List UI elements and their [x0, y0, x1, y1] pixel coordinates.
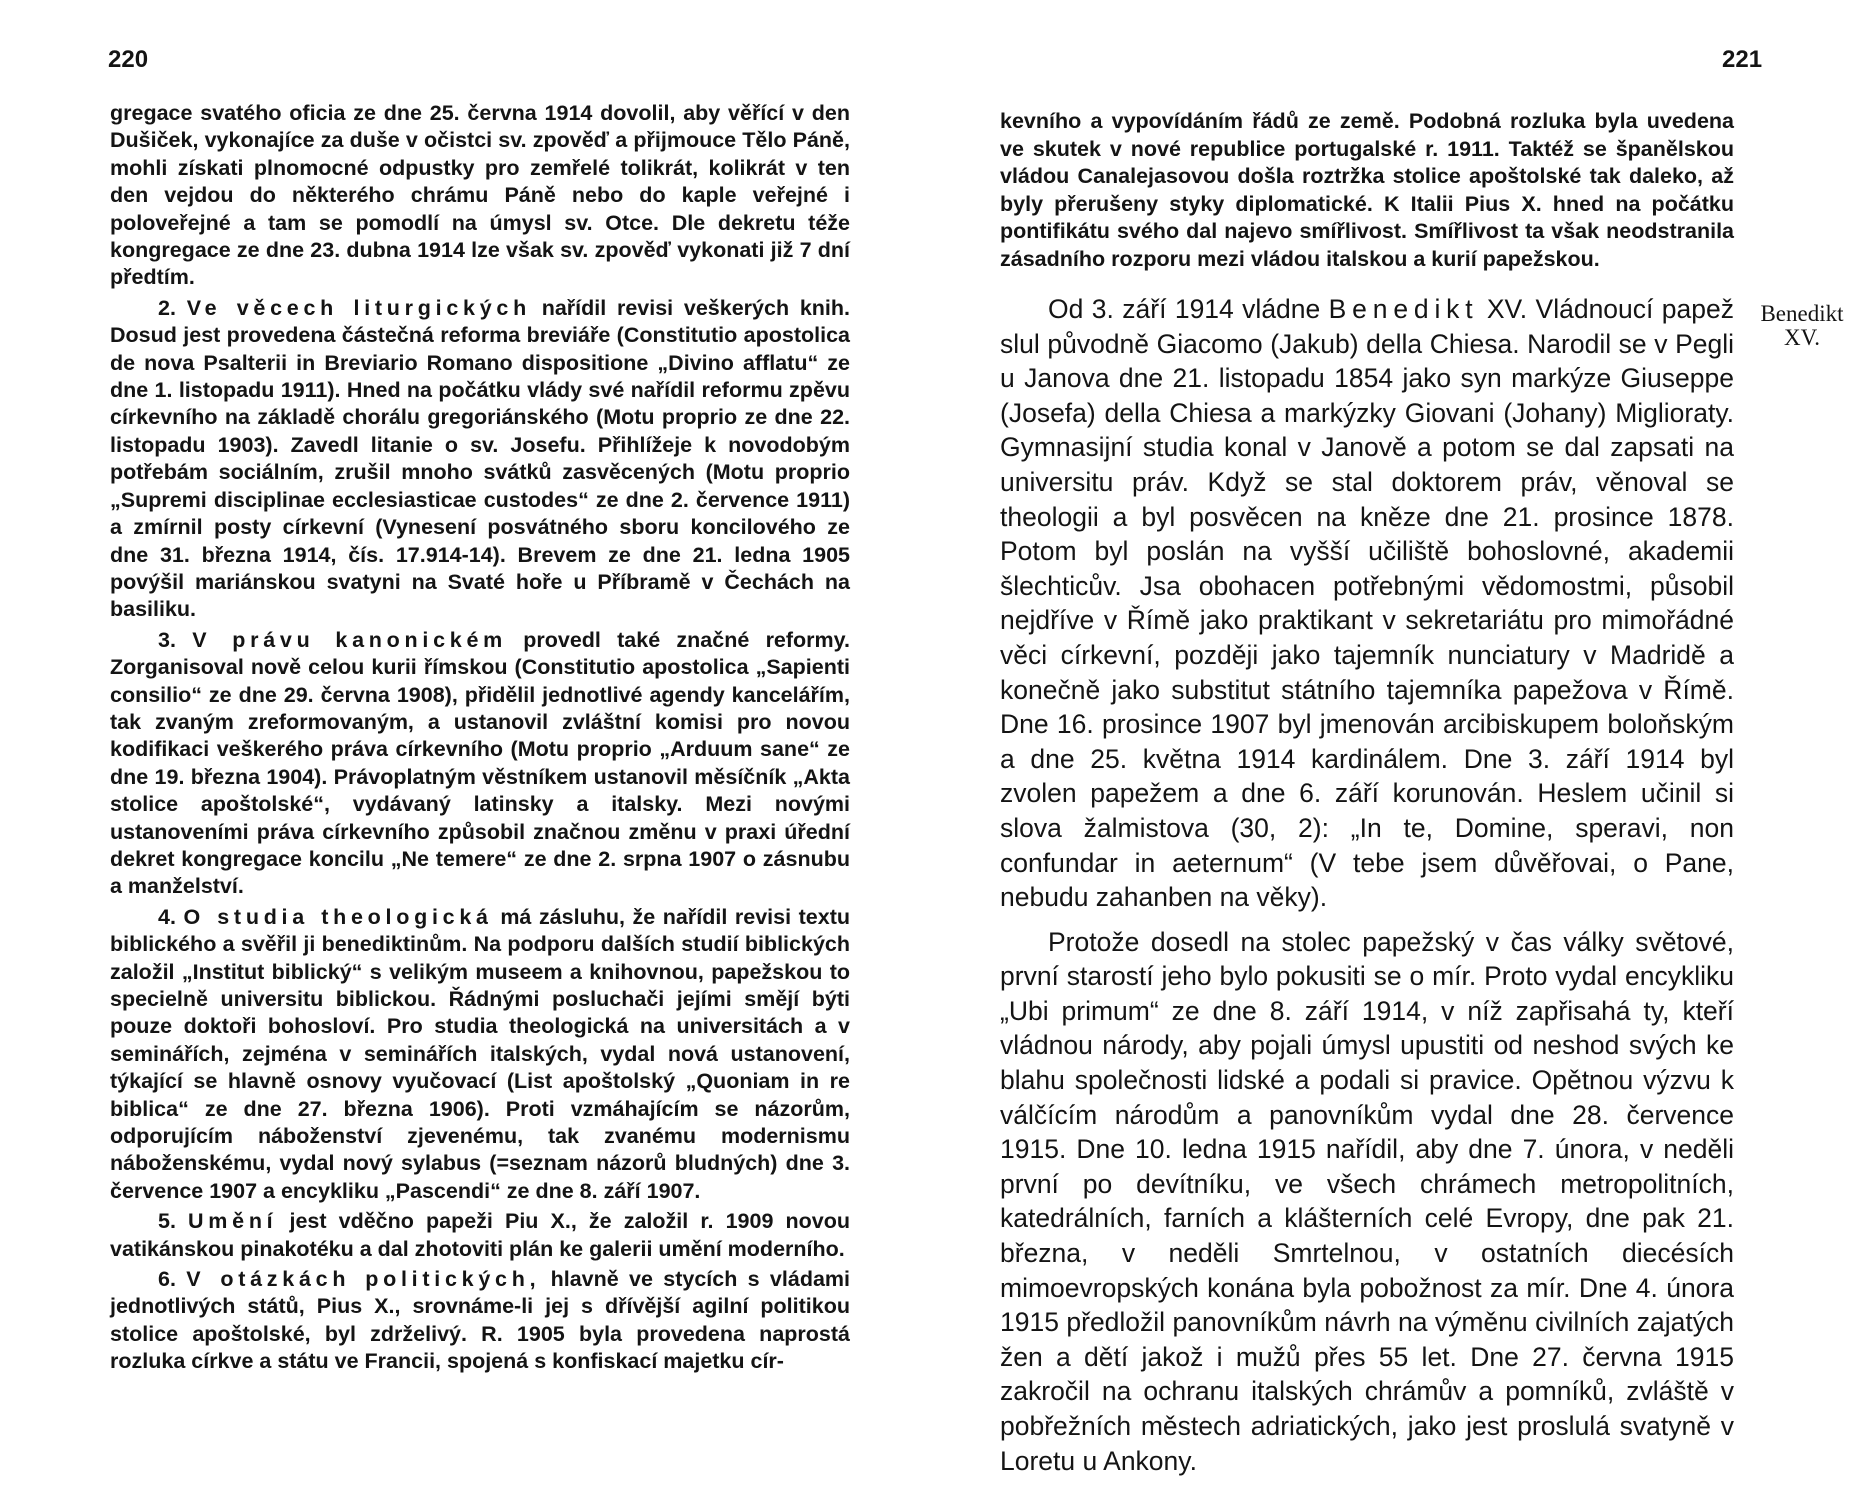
right-page-top-text — [1000, 108, 1734, 274]
spaced-heading: V právu kanonickém — [192, 627, 507, 652]
spaced-heading: O studia theologická — [183, 904, 493, 929]
right-page-number: 221 — [1722, 46, 1763, 73]
paragraph-politics: 6. V otázkách politických, hlavně ve stycích s vládami jednotlivých států, Pius X., srovnáme-li jej s dřívější agilní politikou stolice apoštolské, byl zdrželivý. R. 1905 byla provedena naprostá rozluka církve a státu ve Francii, spojená s konfiskací majetku cír- — [110, 1267, 851, 1374]
paragraph-canon-law: 3. V právu kanonickém provedl také značné reformy. Zorganisoval nově celou kurii římskou (Constitutio apostolica „Sapienti consilio“ ze dne 29. června 1908), přidělil jednotlivé agendy kancelářím, tak zvaným zreformovaným, a ustanovil zvláštní komisi pro novou kodifikaci veškerého práva církevního (Motu proprio „Arduum sane“ ze dne 19. března 1904). Právoplatným věstníkem ustanovil měsíčník „Akta stolice apoštolské“, vydávaný latinsky a italsky. Mezi novými ustanoveními práva církevního způsobil značnou změnu v praxi úřední dekret kongregace koncilu „Ne temere“ ze dne 2. srpna 1907 o zásnubu a manželství. — [110, 627, 851, 899]
right-page-main-text — [1000, 292, 1734, 1478]
margin-note — [1752, 302, 1852, 350]
spaced-heading: Benedikt — [1328, 294, 1479, 324]
spaced-heading: V otázkách politických, — [186, 1267, 541, 1292]
paragraph-peace: Protože dosedl na stolec papežský v čas války světové, první starostí jeho bylo pokusiti se o mír. Proto vydal encykliku „Ubi primum“ ze dne 8. září 1914, v níž zapřisahá ty, kteří vládnou národy, aby pojali úmysl upustiti od neshod svých ke blahu společnosti lidské a podali si pravice. Opětnou výzvu k válčícím národům a panovníkům vydal dne 28. července 1915. Dne 10. ledna 1915 nařídil, aby dne 7. února, v neděli první po devítníku, ve všech chrámech metropolitních, katedrálních, farních a klášterních celé Evropy, dne pak 21. března, v neděli Smrtelnou, v ostatních diecésích mimoevropských konána byla pobožnost za mír. Dne 4. února 1915 předložil panovníkům návrh na výměnu civilních zajatých žen a dětí jakož i mužů přes 55 let. Dne 27. června 1915 zakročil na ochranu italských chrámův a pomníků, zvláště v pobřežních městech adriatických, jako jest proslulá svatyně v Loretu u Ankony. — [1000, 926, 1734, 1476]
left-page-text — [110, 100, 850, 1376]
paragraph-theology: 4. O studia theologická má zásluhu, že nařídil revisi textu biblického a svěřil ji benediktinům. Na podporu dalších studií biblických založil „Institut biblický“ s velikým museem a knihovnou, papežskou to specielně universitu biblickou. Řádnými posluchači jejími smějí býti pouze doktoři bohosloví. Pro studia theologická na universitách a v seminářích, zejména v seminářích italských, vydal nová ustanovení, týkající se hlavně osnovy vyučovací (List apoštolský „Quoniam in re biblica“ ze dne 27. března 1906). Proti vzmáhajícím se názorům, odporujícím náboženství zjevenému, tak zvanému modernismu náboženskému, vydal nový sylabus (=seznam názorů bludných) dne 3. července 1907 a encykliku „Pascendi“ ze dne 8. září 1907. — [110, 904, 850, 1203]
margin-note-line: XV. — [1783, 325, 1820, 350]
paragraph-continuation: kevního a vypovídáním řádů ze země. Podobná rozluka byla uvedena ve skutek v nové republice portugalské r. 1911. Taktéž se španělskou vládou Canalejasovou došla roztržka stolice apoštolské tak daleko, až byly přerušeny styky diplomatické. K Italii Pius X. hned na počátku pontifikátu svého dal najevo smířlivost. Smířlivost ta však neodstranila zásadního rozporu mezi vládou italskou a kurií papežskou. — [1000, 109, 1734, 271]
left-page-number: 220 — [108, 46, 149, 73]
spaced-heading: Ve věcech liturgických — [186, 295, 531, 320]
paragraph-continuation: gregace svatého oficia ze dne 25. června 1914 dovolil, aby věřící v den Dušiček, vykonajíce za duše v očistci sv. zpověď a přijmouce Tělo Páně, mohli získati plnomocné odpustky pro zemřelé tolikrát, kolikrát v ten den vejdou do některého chrámu Páně nebo do kaple veřejné i poloveřejné a tam se pomodlí na úmysl sv. Otce. Dle dekretu téže kongregace ze dne 23. dubna 1914 lze však sv. zpověď vykonati již 7 dní předtím. — [110, 101, 850, 290]
paragraph-liturgy: 2. Ve věcech liturgických nařídil revisi veškerých knih. Dosud jest provedena částečná reforma breviáře (Constitutio apostolica de nova Psalterii in Breviario Romano dispositione „Divino afflatu“ ze dne 1. listopadu 1911). Hned na počátku vlády své nařídil reformu zpěvu církevního na základě chorálu gregoriánského (Motu proprio ze dne 22. listopadu 1903). Zavedl litanie o sv. Josefu. Přihlížeje k novodobým potřebám sociálním, zrušil mnoho svátků zasvěcených (Motu proprio „Supremi disciplinae ecclesiasticae custodes“ ze dne 2. července 1911) a zmírnil posty církevní (Vynesení posvátného sboru koncilového ze dne 31. března 1914, čís. 17.914-14). Brevem ze dne 21. ledna 1905 povýšil mariánskou svatyni na Svaté hoře u Příbramě v Čechách na basiliku. — [110, 295, 851, 622]
paragraph-benedict: Od 3. září 1914 vládne Benedikt XV. Vládnoucí papež slul původně Giacomo (Jakub) della Chiesa. Narodil se v Pegli u Janova dne 21. listopadu 1854 jako syn markýze Giuseppe (Josefa) della Chiesa a markýzky Giovani (Johany) Miglioraty. Gymnasijní studia konal v Janově a potom se dal zapsati na universitu práv. Když se stal doktorem práv, věnoval se theologii a byl posvěcen na kněze dne 21. prosince 1878. Potom byl poslán na vyšší učiliště bohoslovné, akademii šlechticův. Jsa obohacen potřebnými vědomostmi, působil nejdříve v Římě jako praktikant v sekretariátu pro mimořádné věci církevní, později jako tajemník nunciatury v Madridě a konečně jako substitut státního tajemníka papežova v Římě. Dne 16. prosince 1907 byl jmenován arcibiskupem boloňským a dne 25. května 1914 kardinálem. Dne 3. září 1914 byl zvolen papežem a dne 6. září korunován. Heslem učinil si slova žalmistova (30, 2): „In te, Domine, speravi, non confundar in aeternum“ (V tebe jsem důvěřovai, o Pane, nebudu zahanben na věky). — [1000, 294, 1735, 913]
margin-note-line: Benedikt — [1760, 301, 1844, 326]
spaced-heading: Umění — [188, 1209, 278, 1234]
paragraph-art: 5. Umění jest vděčno papeži Piu X., že založil r. 1909 novou vatikánskou pinakotéku a dal zhotoviti plán ke galerii umění moderního. — [110, 1209, 850, 1261]
